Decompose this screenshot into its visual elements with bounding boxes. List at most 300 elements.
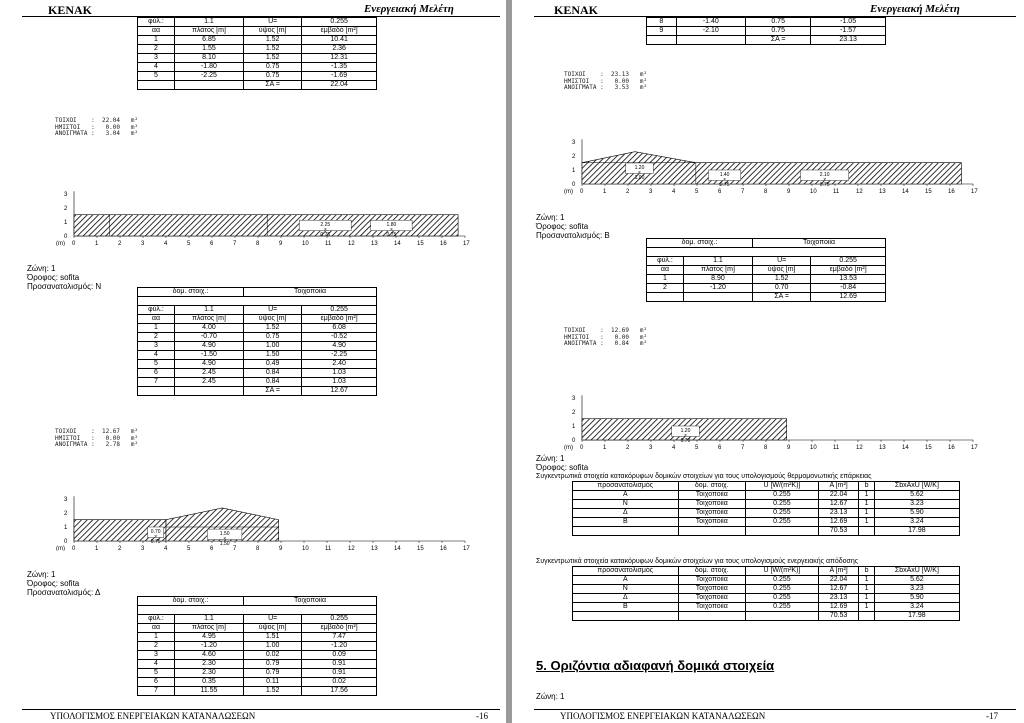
x-tick-label: 12 bbox=[348, 241, 355, 246]
summary-cell-1: Τοιχοποιία bbox=[678, 603, 745, 612]
window-width-label: 1.80 bbox=[386, 222, 397, 229]
x-tick-label: 1 bbox=[95, 546, 99, 551]
summary-cell-0: Δ bbox=[573, 509, 679, 518]
row-index: 4 bbox=[138, 351, 175, 360]
window-height-label: 0.75 bbox=[819, 182, 830, 188]
col-height: ύψος [m] bbox=[244, 27, 302, 36]
summary-cell-4: 1 bbox=[859, 585, 874, 594]
total-value: 17.98 bbox=[874, 612, 959, 621]
x-tick-label: 11 bbox=[325, 546, 332, 551]
row-width: 2.45 bbox=[174, 378, 243, 387]
total-empty bbox=[678, 527, 745, 536]
summary-cell-1: Τοιχοποιία bbox=[678, 491, 745, 500]
row-index: 7 bbox=[138, 687, 175, 696]
row-area: 17.56 bbox=[302, 687, 377, 696]
summary-cell-2: 0.255 bbox=[745, 500, 818, 509]
col-aa: αα bbox=[138, 315, 175, 324]
y-tick-label: 2 bbox=[64, 511, 68, 517]
window-times-label: × bbox=[154, 534, 158, 540]
row-area: -1.20 bbox=[302, 642, 377, 651]
total-value: 17.98 bbox=[874, 527, 959, 536]
sum-empty bbox=[647, 36, 677, 45]
x-tick-label: 11 bbox=[833, 189, 840, 195]
row-width: 4.95 bbox=[174, 633, 243, 642]
row-index: 2 bbox=[138, 45, 175, 54]
summary-cell-3: 23.13 bbox=[818, 509, 858, 518]
x-tick-label: 17 bbox=[971, 189, 978, 195]
sheet-label: φύλ.: bbox=[138, 615, 175, 624]
row-width: -1.50 bbox=[174, 351, 243, 360]
x-tick-label: 14 bbox=[902, 189, 909, 195]
row-area: -1.69 bbox=[302, 72, 377, 81]
row-index: 1 bbox=[647, 275, 684, 284]
sheet-value: 1.1 bbox=[683, 257, 752, 266]
summary-cell-0: N bbox=[573, 585, 679, 594]
window-times-label: × bbox=[723, 177, 727, 183]
summary-table-1 bbox=[572, 481, 960, 536]
summary-col-1: δομ. στοιχ. bbox=[678, 567, 745, 576]
col-aa: αα bbox=[647, 266, 684, 275]
window-times-label: × bbox=[223, 536, 227, 543]
x-tick-label: 9 bbox=[279, 546, 283, 551]
table-row bbox=[138, 360, 377, 369]
wall-table-3 bbox=[137, 596, 377, 696]
table-sheet-row bbox=[138, 306, 377, 315]
total-area: 70.53 bbox=[818, 612, 858, 621]
col-width: πλάτος [m] bbox=[683, 266, 752, 275]
row-area: 0.91 bbox=[302, 669, 377, 678]
spacer-row bbox=[138, 606, 377, 615]
floor-label: Όροφος: sofita bbox=[536, 222, 589, 231]
row-height: 0.49 bbox=[244, 360, 302, 369]
wall-table-2 bbox=[137, 287, 377, 396]
row-index: 2 bbox=[647, 284, 684, 293]
summary-row bbox=[573, 500, 960, 509]
row-area: -1.35 bbox=[302, 63, 377, 72]
row-width: -2.25 bbox=[174, 72, 243, 81]
table-row bbox=[138, 342, 377, 351]
row-height: 0.11 bbox=[244, 678, 302, 687]
header-right: Ενεργειακή Μελέτη bbox=[364, 3, 454, 15]
x-tick-label: 7 bbox=[233, 241, 237, 246]
table-sum-row bbox=[138, 81, 377, 90]
x-tick-label: 14 bbox=[394, 546, 401, 551]
summary-cell-0: B bbox=[573, 603, 679, 612]
footer-text: ΥΠΟΛΟΓΙΣΜΟΣ ΕΝΕΡΓΕΙΑΚΩΝ ΚΑΤΑΝΑΛΩΣΕΩΝ bbox=[560, 711, 766, 721]
footer-rule bbox=[22, 709, 500, 710]
zone-label: Ζώνη: 1 bbox=[27, 264, 56, 273]
summary-cell-2: 0.255 bbox=[745, 585, 818, 594]
summary-cell-5: 3.24 bbox=[874, 603, 959, 612]
row-height: 1.52 bbox=[244, 36, 302, 45]
x-tick-label: 13 bbox=[879, 189, 886, 195]
summary-title-2: Συγκεντρωτικά στοιχεία κατακόρυφων δομικών στοιχείων για τους υπολογισμούς ενεργειακής απόδοσης bbox=[536, 558, 859, 565]
window-width-label: 1.40 bbox=[719, 172, 730, 178]
y-tick-label: 3 bbox=[572, 140, 576, 146]
x-tick-label: 6 bbox=[210, 241, 214, 246]
row-height: 1.00 bbox=[244, 342, 302, 351]
x-tick-label: 16 bbox=[440, 241, 447, 246]
x-tick-label: 17 bbox=[463, 546, 470, 551]
window-height-label: 0.70 bbox=[680, 438, 691, 444]
x-tick-label: 3 bbox=[141, 546, 145, 551]
element-type-label: δομ. στοιχ.: bbox=[647, 239, 753, 248]
sum-label: ΣA = bbox=[244, 81, 302, 90]
x-tick-label: 15 bbox=[417, 546, 424, 551]
x-tick-label: 10 bbox=[810, 189, 817, 195]
summary-cell-5: 5.62 bbox=[874, 491, 959, 500]
element-type-value: Τοιχοποιία bbox=[244, 597, 377, 606]
x-tick-label: 1 bbox=[95, 241, 99, 246]
sum-empty bbox=[683, 293, 752, 302]
row-area: -0.84 bbox=[811, 284, 886, 293]
orientation-label: Προσανατολισμός: N bbox=[27, 282, 102, 291]
row-index: 3 bbox=[138, 651, 175, 660]
sum-value: 12.67 bbox=[302, 387, 377, 396]
header-left: KENAK bbox=[48, 3, 93, 17]
table-column-row bbox=[138, 315, 377, 324]
summary-cell-3: 23.13 bbox=[818, 594, 858, 603]
row-height: 0.84 bbox=[244, 369, 302, 378]
row-area: -1.57 bbox=[811, 27, 886, 36]
table-row bbox=[647, 18, 886, 27]
summary-row bbox=[573, 509, 960, 518]
x-tick-label: 9 bbox=[787, 445, 791, 451]
col-height: ύψος [m] bbox=[244, 315, 302, 324]
page-16 bbox=[0, 0, 506, 723]
row-width: 2.45 bbox=[174, 369, 243, 378]
x-tick-label: 12 bbox=[348, 546, 355, 551]
x-tick-label: 3 bbox=[649, 189, 653, 195]
x-tick-label: 6 bbox=[718, 445, 722, 451]
element-type-value: Τοιχοποιία bbox=[753, 239, 886, 248]
summary-cell-4: 1 bbox=[859, 509, 874, 518]
axis-unit-label: (m) bbox=[564, 189, 573, 195]
spacer-row bbox=[647, 248, 886, 257]
row-width: -0.70 bbox=[174, 333, 243, 342]
summary-cell-2: 0.255 bbox=[745, 603, 818, 612]
summary-col-3: A [m²] bbox=[818, 482, 858, 491]
window-width-label: 2.25 bbox=[320, 222, 331, 229]
summary-row bbox=[573, 594, 960, 603]
summary-col-2: U [W/(m²K)] bbox=[745, 567, 818, 576]
spacer-cell bbox=[647, 248, 886, 257]
summary-cell-1: Τοιχοποιία bbox=[678, 585, 745, 594]
row-height: 0.75 bbox=[746, 27, 811, 36]
summary-cell-4: 1 bbox=[859, 576, 874, 585]
x-tick-label: 6 bbox=[210, 546, 214, 551]
summary-cell-0: B bbox=[573, 518, 679, 527]
sum-empty bbox=[174, 81, 243, 90]
sum-label: ΣA = bbox=[753, 293, 811, 302]
row-index: 4 bbox=[138, 660, 175, 669]
table-sum-row bbox=[647, 293, 886, 302]
diagram-1-info: ΤΟΙΧΟΙ : 22.04 m² ΗΜΙΣΤΟΙ : 0.00 m² ΑΝΟΙΓΜΑΤΑ : 3.04 m² bbox=[55, 117, 139, 137]
x-tick-label: 13 bbox=[371, 241, 378, 246]
row-area: 2.40 bbox=[302, 360, 377, 369]
summary-title-1: Συγκεντρωτικά στοιχεία κατακόρυφων δομικών στοιχείων για τους υπολογισμούς θερμομονωτικής επάρκειας bbox=[536, 473, 872, 480]
sum-empty bbox=[138, 81, 175, 90]
zone-label: Ζώνη: 1 bbox=[27, 570, 56, 579]
window-times-label: × bbox=[323, 227, 327, 234]
x-tick-label: 11 bbox=[325, 241, 332, 246]
summary-col-2: U [W/(m²K)] bbox=[745, 482, 818, 491]
x-tick-label: 4 bbox=[672, 189, 676, 195]
col-aa: αα bbox=[138, 624, 175, 633]
summary-cell-5: 5.62 bbox=[874, 576, 959, 585]
window-times-label: × bbox=[638, 170, 641, 176]
row-index: 3 bbox=[138, 342, 175, 351]
summary-cell-0: A bbox=[573, 576, 679, 585]
sheet-value: 1.1 bbox=[174, 615, 243, 624]
row-height: 0.75 bbox=[244, 72, 302, 81]
summary-cell-4: 1 bbox=[859, 603, 874, 612]
table-row bbox=[647, 27, 886, 36]
row-area: 6.08 bbox=[302, 324, 377, 333]
table-row bbox=[138, 369, 377, 378]
window-height-label: 1.00 bbox=[634, 175, 645, 181]
total-empty bbox=[573, 612, 679, 621]
table-row bbox=[138, 660, 377, 669]
spacer-row bbox=[138, 297, 377, 306]
total-empty bbox=[859, 612, 874, 621]
col-area: εμβαδό [m²] bbox=[302, 624, 377, 633]
x-tick-label: 5 bbox=[187, 241, 191, 246]
row-index: 7 bbox=[138, 378, 175, 387]
row-height: 1.52 bbox=[244, 324, 302, 333]
row-index: 2 bbox=[138, 333, 175, 342]
x-tick-label: 6 bbox=[718, 189, 722, 195]
x-tick-label: 0 bbox=[72, 546, 76, 551]
window-height-label: 0.75 bbox=[320, 232, 331, 239]
x-tick-label: 12 bbox=[856, 189, 863, 195]
summary-col-0: προσανατολισμός bbox=[573, 482, 679, 491]
sum-value: 12.69 bbox=[811, 293, 886, 302]
row-index: 6 bbox=[138, 678, 175, 687]
table-row bbox=[138, 45, 377, 54]
y-tick-label: 2 bbox=[572, 410, 576, 416]
col-height: ύψος [m] bbox=[244, 624, 302, 633]
table-row bbox=[138, 669, 377, 678]
x-tick-label: 9 bbox=[787, 189, 791, 195]
window-times-label: × bbox=[823, 177, 827, 183]
row-index: 5 bbox=[138, 360, 175, 369]
row-index: 9 bbox=[647, 27, 677, 36]
x-tick-label: 5 bbox=[695, 189, 699, 195]
x-tick-label: 16 bbox=[948, 189, 955, 195]
table-sheet-row bbox=[647, 257, 886, 266]
x-tick-label: 12 bbox=[856, 445, 863, 451]
summary-row bbox=[573, 576, 960, 585]
x-tick-label: 15 bbox=[417, 241, 424, 246]
row-height: 0.75 bbox=[746, 18, 811, 27]
x-tick-label: 5 bbox=[695, 445, 699, 451]
x-tick-label: 8 bbox=[256, 241, 260, 246]
y-tick-label: 0 bbox=[64, 539, 68, 545]
row-area: -2.25 bbox=[302, 351, 377, 360]
row-width: -2.10 bbox=[676, 27, 746, 36]
summary-cell-1: Τοιχοποιία bbox=[678, 594, 745, 603]
x-tick-label: 8 bbox=[764, 189, 768, 195]
y-tick-label: 0 bbox=[64, 234, 68, 240]
table-header-row bbox=[647, 239, 886, 248]
row-height: 0.75 bbox=[244, 333, 302, 342]
summary-table-2 bbox=[572, 566, 960, 621]
summary-total-row bbox=[573, 527, 960, 536]
u-value: 0.255 bbox=[302, 306, 377, 315]
x-tick-label: 17 bbox=[463, 241, 470, 246]
u-value: 0.255 bbox=[811, 257, 886, 266]
footer-rule bbox=[534, 709, 1016, 710]
row-width: -1.40 bbox=[676, 18, 746, 27]
x-tick-label: 17 bbox=[971, 445, 978, 451]
section-5-title: 5. Οριζόντια αδιαφανή δομικά στοιχεία bbox=[536, 658, 775, 673]
table-row bbox=[138, 687, 377, 696]
row-area: 7.47 bbox=[302, 633, 377, 642]
row-width: 4.90 bbox=[174, 360, 243, 369]
row-area: 0.02 bbox=[302, 678, 377, 687]
sheet-value: 1.1 bbox=[174, 18, 243, 27]
u-value: 0.255 bbox=[302, 615, 377, 624]
summary-col-5: ΣbxAxU [W/K] bbox=[874, 567, 959, 576]
sum-label: ΣA = bbox=[244, 387, 302, 396]
total-area: 70.53 bbox=[818, 527, 858, 536]
row-height: 1.52 bbox=[244, 54, 302, 63]
summary-cell-4: 1 bbox=[859, 500, 874, 509]
x-tick-label: 5 bbox=[187, 546, 191, 551]
orientation-label: Προσανατολισμός: Β bbox=[536, 231, 610, 240]
table-row bbox=[138, 63, 377, 72]
axis-unit-label: (m) bbox=[564, 445, 573, 451]
row-width: 2.30 bbox=[174, 660, 243, 669]
x-tick-label: 8 bbox=[256, 546, 260, 551]
section-5-zone: Ζώνη: 1 bbox=[536, 692, 565, 701]
row-index: 8 bbox=[647, 18, 677, 27]
summary-cell-5: 3.23 bbox=[874, 585, 959, 594]
header-right: Ενεργειακή Μελέτη bbox=[870, 3, 960, 15]
axis-unit-label: (m) bbox=[56, 546, 65, 551]
floor-label: Όροφος: sofita bbox=[27, 273, 80, 282]
row-width: 1.55 bbox=[174, 45, 243, 54]
y-tick-label: 3 bbox=[64, 192, 68, 198]
summary-cell-0: N bbox=[573, 500, 679, 509]
summary-cell-2: 0.255 bbox=[745, 518, 818, 527]
x-tick-label: 13 bbox=[879, 445, 886, 451]
u-label: U= bbox=[244, 18, 302, 27]
wall-diagram-2 bbox=[44, 455, 474, 551]
x-tick-label: 2 bbox=[626, 445, 630, 451]
x-tick-label: 9 bbox=[279, 241, 283, 246]
sum-value: 23.13 bbox=[811, 36, 886, 45]
table-column-row bbox=[138, 624, 377, 633]
col-width: πλάτος [m] bbox=[174, 27, 243, 36]
row-height: 0.75 bbox=[244, 63, 302, 72]
row-width: 11.55 bbox=[174, 687, 243, 696]
page-number: -16 bbox=[476, 711, 488, 721]
zone-label: Ζώνη: 1 bbox=[536, 454, 565, 463]
summary-cell-4: 1 bbox=[859, 594, 874, 603]
wall-table-5 bbox=[646, 238, 886, 302]
summary-row bbox=[573, 603, 960, 612]
table-column-row bbox=[647, 266, 886, 275]
summary-col-4: b bbox=[859, 567, 874, 576]
summary-cell-0: Δ bbox=[573, 594, 679, 603]
x-tick-label: 8 bbox=[764, 445, 768, 451]
table-header-row bbox=[138, 288, 377, 297]
table-row bbox=[138, 378, 377, 387]
window-height-label: 0.75 bbox=[150, 539, 161, 545]
page-number: -17 bbox=[986, 711, 998, 721]
row-height: 1.52 bbox=[753, 275, 811, 284]
col-aa: αα bbox=[138, 27, 175, 36]
y-tick-label: 1 bbox=[572, 424, 576, 430]
x-tick-label: 7 bbox=[741, 189, 745, 195]
summary-cell-5: 5.90 bbox=[874, 509, 959, 518]
table-column-row bbox=[138, 27, 377, 36]
window-width-label: 1.20 bbox=[634, 165, 645, 171]
row-index: 5 bbox=[138, 669, 175, 678]
wall-diagram-3 bbox=[552, 96, 992, 196]
sum-label: ΣA = bbox=[746, 36, 811, 45]
summary-cell-3: 12.67 bbox=[818, 500, 858, 509]
summary-col-5: ΣbxAxU [W/K] bbox=[874, 482, 959, 491]
row-width: 4.00 bbox=[174, 324, 243, 333]
x-tick-label: 7 bbox=[741, 445, 745, 451]
wall-diagram-4 bbox=[552, 354, 992, 454]
row-width: 4.60 bbox=[174, 651, 243, 660]
window-height-label: 0.75 bbox=[386, 232, 397, 239]
summary-total-row bbox=[573, 612, 960, 621]
row-height: 0.70 bbox=[753, 284, 811, 293]
table-row bbox=[138, 324, 377, 333]
summary-cell-1: Τοιχοποιία bbox=[678, 576, 745, 585]
row-area: -1.05 bbox=[811, 18, 886, 27]
y-tick-label: 3 bbox=[572, 396, 576, 402]
table-row bbox=[138, 54, 377, 63]
row-width: 8.10 bbox=[174, 54, 243, 63]
u-label: U= bbox=[753, 257, 811, 266]
total-empty bbox=[745, 612, 818, 621]
summary-header-row bbox=[573, 482, 960, 491]
summary-cell-5: 3.24 bbox=[874, 518, 959, 527]
table-sheet-row bbox=[138, 18, 377, 27]
spacer-cell bbox=[138, 297, 377, 306]
row-area: 12.31 bbox=[302, 54, 377, 63]
summary-col-0: προσανατολισμός bbox=[573, 567, 679, 576]
row-width: -1.20 bbox=[683, 284, 752, 293]
u-value: 0.255 bbox=[302, 18, 377, 27]
total-empty bbox=[745, 527, 818, 536]
row-width: -1.20 bbox=[174, 642, 243, 651]
summary-cell-3: 12.69 bbox=[818, 603, 858, 612]
summary-row bbox=[573, 491, 960, 500]
summary-cell-3: 12.69 bbox=[818, 518, 858, 527]
summary-cell-5: 3.23 bbox=[874, 500, 959, 509]
table-row bbox=[138, 678, 377, 687]
x-tick-label: 10 bbox=[302, 546, 309, 551]
sum-value: 22.04 bbox=[302, 81, 377, 90]
summary-cell-1: Τοιχοποιία bbox=[678, 509, 745, 518]
col-area: εμβαδό [m²] bbox=[302, 315, 377, 324]
total-empty bbox=[573, 527, 679, 536]
row-index: 1 bbox=[138, 36, 175, 45]
summary-cell-2: 0.255 bbox=[745, 491, 818, 500]
row-height: 0.79 bbox=[244, 669, 302, 678]
window-height-label: 0.75 bbox=[719, 182, 730, 188]
y-tick-label: 0 bbox=[572, 182, 576, 188]
sum-empty bbox=[676, 36, 746, 45]
x-tick-label: 4 bbox=[164, 241, 168, 246]
